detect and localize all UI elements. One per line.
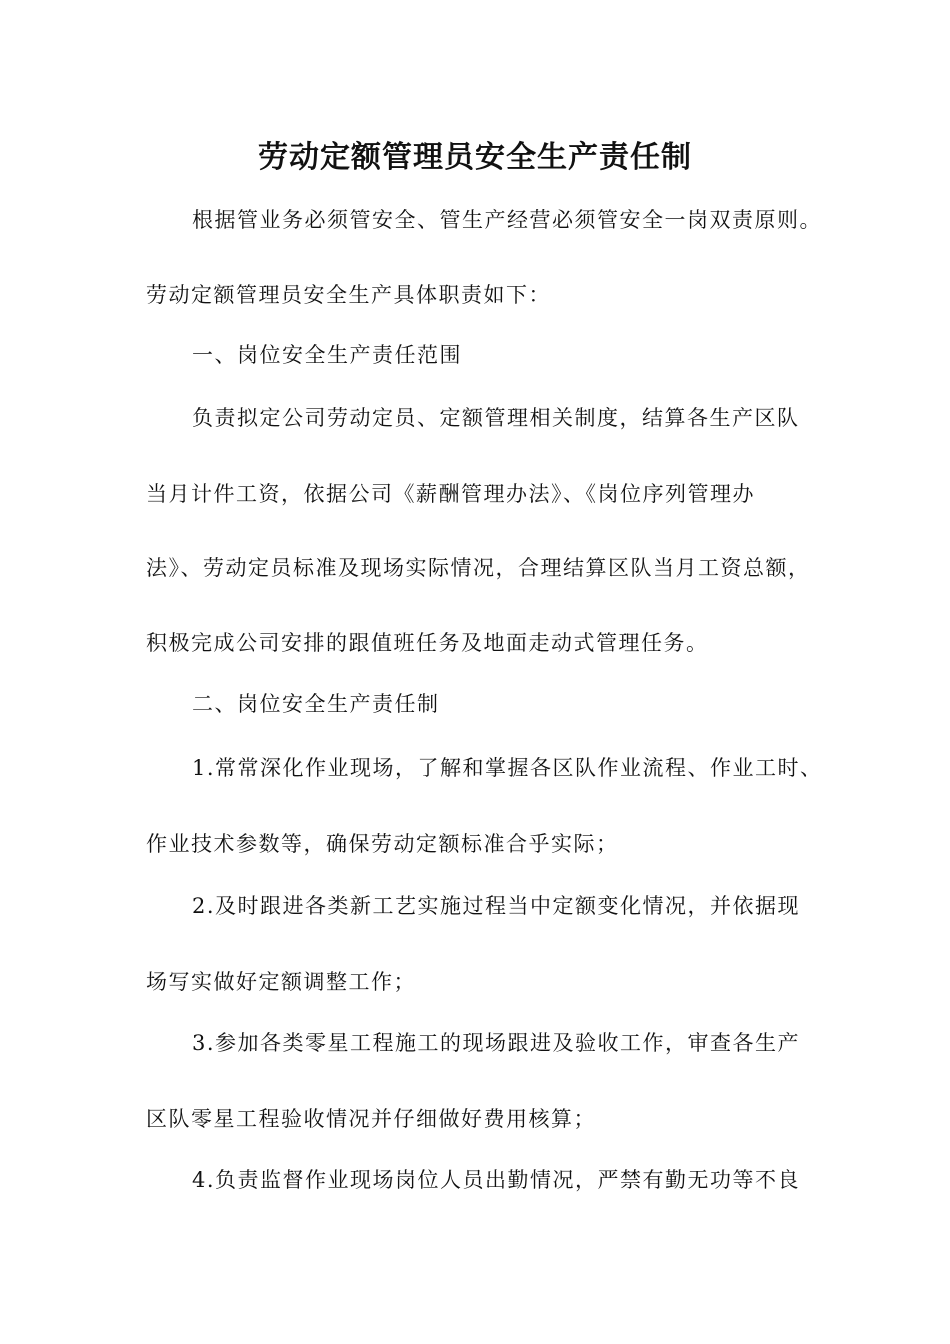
paragraph-line: 积极完成公司安排的跟值班任务及地面走动式管理任务。	[146, 631, 709, 655]
document-title: 劳动定额管理员安全生产责任制	[258, 140, 692, 175]
paragraph-line: 法》、劳动定员标准及现场实际情况，合理结算区队当月工资总额，	[146, 556, 811, 580]
paragraph-line: 根据管业务必须管安全、管生产经营必须管安全一岗双责原则。	[192, 208, 822, 232]
paragraph-line: 负责拟定公司劳动定员、定额管理相关制度，结算各生产区队	[192, 406, 800, 430]
list-item: 4.负责监督作业现场岗位人员出勤情况，严禁有勤无功等不良	[192, 1168, 801, 1192]
paragraph-line: 当月计件工资，依据公司《薪酬管理办法》、《岗位序列管理办	[146, 482, 755, 506]
list-item-continuation: 区队零星工程验收情况并仔细做好费用核算；	[146, 1107, 596, 1131]
paragraph-line: 劳动定额管理员安全生产具体职责如下：	[146, 283, 551, 307]
list-item-continuation: 场写实做好定额调整工作；	[146, 970, 416, 994]
list-item-continuation: 作业技术参数等，确保劳动定额标准合乎实际；	[146, 832, 619, 856]
list-item: 2.及时跟进各类新工艺实施过程当中定额变化情况，并依据现	[192, 894, 801, 918]
list-item: 1.常常深化作业现场，了解和掌握各区队作业流程、作业工时、	[192, 756, 823, 780]
list-item: 3.参加各类零星工程施工的现场跟进及验收工作，审查各生产	[192, 1031, 801, 1055]
section-heading: 二、岗位安全生产责任制	[192, 692, 440, 716]
section-heading: 一、岗位安全生产责任范围	[192, 343, 462, 367]
